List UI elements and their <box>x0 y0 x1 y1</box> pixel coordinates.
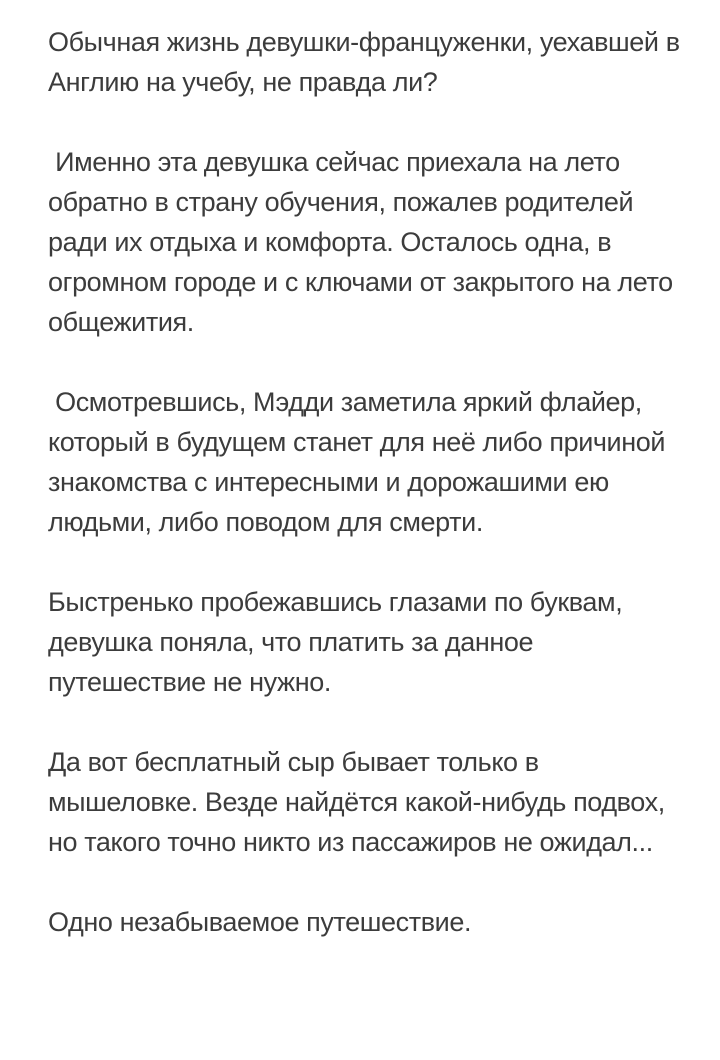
paragraph-mousetrap: Да вот бесплатный сыр бывает только в мышеловке. Везде найдётся какой-нибудь подвох, но такого точно никто из пассажиров не ожидал... <box>48 747 672 857</box>
paragraph-intro: Обычная жизнь девушки-француженки, уехавшей в Англию на учебу, не правда ли? <box>48 27 687 97</box>
paragraph-flyer: Осмотревшись, Мэдди заметила яркий флайер, который в будущем станет для неё либо причиной знакомства с интересными и дорожашими ею людьми, либо поводом для смерти. <box>48 387 673 537</box>
paragraph-summer-return: Именно эта девушка сейчас приехала на лето обратно в страну обучения, пожалев родителей ради их отдыха и комфорта. Осталось одна, в огромном городе и с ключами от закрытого на лето общежития. <box>48 147 680 337</box>
story-text <box>48 22 688 942</box>
paragraph-free-trip: Быстренько пробежавшись глазами по буквам, девушка поняла, что платить за данное путешествие не нужно. <box>48 587 630 697</box>
paragraph-closing: Одно незабываемое путешествие. <box>48 907 472 937</box>
